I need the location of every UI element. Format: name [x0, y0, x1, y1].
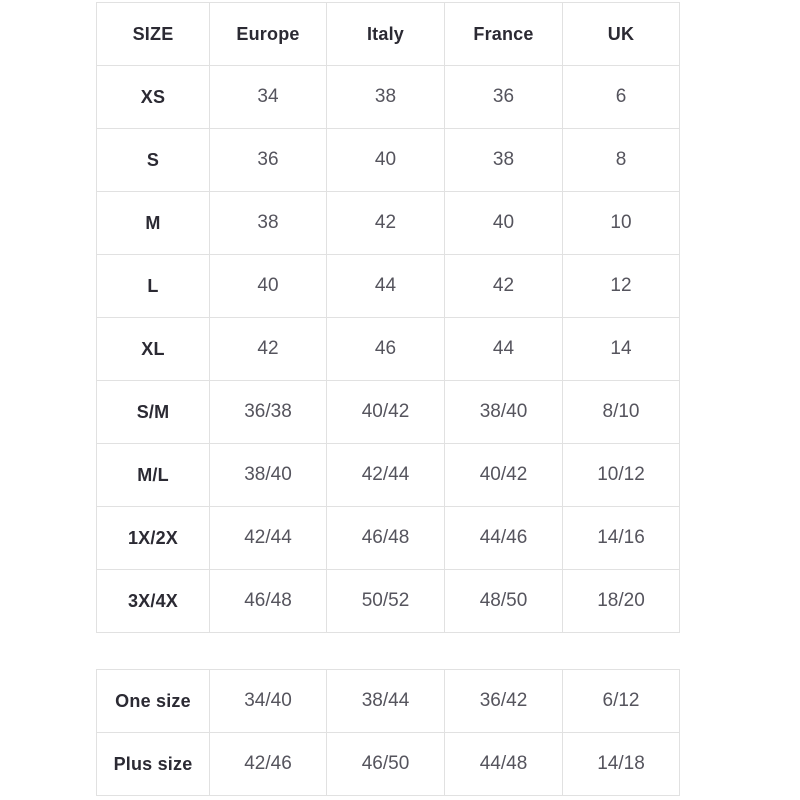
size-label: Plus size	[97, 733, 210, 796]
uk-value: 14	[563, 318, 680, 381]
europe-value: 34/40	[210, 670, 327, 733]
uk-value: 14/18	[563, 733, 680, 796]
table-row-l	[97, 255, 680, 318]
size-label: S/M	[97, 381, 210, 444]
france-value: 44	[445, 318, 563, 381]
uk-value: 10	[563, 192, 680, 255]
table-row-s-m	[97, 381, 680, 444]
uk-value: 8/10	[563, 381, 680, 444]
italy-value: 38	[327, 66, 445, 129]
uk-value: 12	[563, 255, 680, 318]
table-row-one-size	[97, 670, 680, 733]
size-label: L	[97, 255, 210, 318]
table-row-m	[97, 192, 680, 255]
header-cell-france: France	[445, 3, 563, 66]
europe-value: 36/38	[210, 381, 327, 444]
europe-value: 38	[210, 192, 327, 255]
france-value: 38/40	[445, 381, 563, 444]
header-cell-size: SIZE	[97, 3, 210, 66]
europe-value: 40	[210, 255, 327, 318]
special-sizes-table	[96, 669, 680, 796]
italy-value: 42/44	[327, 444, 445, 507]
table-row-m-l	[97, 444, 680, 507]
france-value: 44/48	[445, 733, 563, 796]
header-row	[97, 3, 680, 66]
uk-value: 14/16	[563, 507, 680, 570]
europe-value: 38/40	[210, 444, 327, 507]
italy-value: 38/44	[327, 670, 445, 733]
size-conversion-table	[96, 2, 680, 633]
france-value: 36/42	[445, 670, 563, 733]
uk-value: 18/20	[563, 570, 680, 633]
france-value: 38	[445, 129, 563, 192]
europe-value: 42/46	[210, 733, 327, 796]
header-cell-europe: Europe	[210, 3, 327, 66]
size-label: 1X/2X	[97, 507, 210, 570]
france-value: 42	[445, 255, 563, 318]
uk-value: 6	[563, 66, 680, 129]
france-value: 40	[445, 192, 563, 255]
size-label: S	[97, 129, 210, 192]
france-value: 44/46	[445, 507, 563, 570]
table-row-xl	[97, 318, 680, 381]
europe-value: 34	[210, 66, 327, 129]
europe-value: 42/44	[210, 507, 327, 570]
italy-value: 46/50	[327, 733, 445, 796]
europe-value: 36	[210, 129, 327, 192]
size-label: One size	[97, 670, 210, 733]
table-row-plus-size	[97, 733, 680, 796]
header-cell-italy: Italy	[327, 3, 445, 66]
italy-value: 46/48	[327, 507, 445, 570]
table-row-3x-4x	[97, 570, 680, 633]
size-label: 3X/4X	[97, 570, 210, 633]
italy-value: 50/52	[327, 570, 445, 633]
france-value: 40/42	[445, 444, 563, 507]
table-row-s	[97, 129, 680, 192]
italy-value: 40	[327, 129, 445, 192]
size-label: M	[97, 192, 210, 255]
europe-value: 42	[210, 318, 327, 381]
size-label: XS	[97, 66, 210, 129]
uk-value: 8	[563, 129, 680, 192]
italy-value: 46	[327, 318, 445, 381]
france-value: 36	[445, 66, 563, 129]
uk-value: 10/12	[563, 444, 680, 507]
header-cell-uk: UK	[563, 3, 680, 66]
europe-value: 46/48	[210, 570, 327, 633]
size-label: XL	[97, 318, 210, 381]
italy-value: 40/42	[327, 381, 445, 444]
size-label: M/L	[97, 444, 210, 507]
italy-value: 44	[327, 255, 445, 318]
italy-value: 42	[327, 192, 445, 255]
france-value: 48/50	[445, 570, 563, 633]
uk-value: 6/12	[563, 670, 680, 733]
table-row-xs	[97, 66, 680, 129]
table-row-1x-2x	[97, 507, 680, 570]
